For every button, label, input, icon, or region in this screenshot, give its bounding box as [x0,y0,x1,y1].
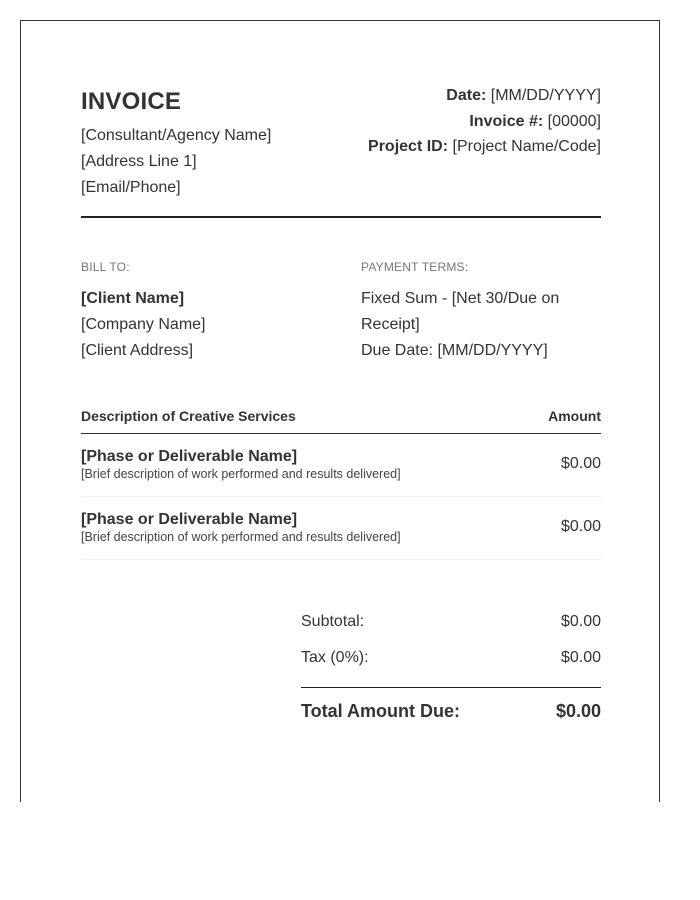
bill-to-section [81,260,341,364]
tax-row [301,645,601,681]
subtotal-value: $0.00 [560,613,601,630]
meta-invoice-number-value: [00000] [543,112,601,130]
consultant-address: [Address Line 1] [81,153,197,170]
table-row [81,497,601,560]
services-table [81,408,601,560]
invoice-page [20,20,660,802]
subtotal-row [301,609,601,645]
meta-project-id-value: [Project Name/Code] [448,138,601,155]
tax-label: Tax (0%): [301,649,369,666]
meta-project-id-label: Project ID: [368,138,449,155]
payment-terms-line-2: Receipt] [361,316,420,333]
row-amount: $0.00 [560,518,601,535]
bill-to-label: BILL TO: [81,260,130,274]
meta-invoice-number-label: Invoice #: [469,112,544,130]
deliverable-name: [Phase or Deliverable Name] [81,511,298,528]
row-amount: $0.00 [560,455,601,472]
row-description-cell [81,511,401,545]
header-divider [81,216,601,218]
totals-divider [301,687,601,688]
invoice-title: INVOICE [81,88,182,115]
deliverable-name: [Phase or Deliverable Name] [81,448,298,465]
payment-terms-details [361,286,601,364]
payment-terms-line-1: Fixed Sum - [Net 30/Due on [361,290,560,307]
consultant-name: [Consultant/Agency Name] [81,127,272,144]
row-description-cell [81,448,401,482]
deliverable-description: [Brief description of work performed and results delivered] [81,530,401,544]
invoice-meta [368,83,601,160]
client-name: [Client Name] [81,290,185,307]
payment-terms-section [361,260,601,364]
tax-value: $0.00 [560,649,601,666]
payment-terms-label: PAYMENT TERMS: [361,260,469,274]
deliverable-description: [Brief description of work performed and results delivered] [81,467,401,481]
invoice-header [81,83,601,203]
consultant-info [81,123,271,201]
services-table-header [81,408,601,434]
total-due-label: Total Amount Due: [301,701,460,721]
meta-project-id [368,134,601,160]
total-due-row [301,701,601,722]
column-header-description: Description of Creative Services [81,408,296,424]
meta-date [368,83,601,109]
meta-invoice-number [368,109,601,135]
table-row [81,434,601,497]
meta-date-value: [MM/DD/YYYY] [486,87,601,104]
total-due-value: $0.00 [555,701,601,721]
meta-date-label: Date: [446,87,487,104]
due-date: Due Date: [MM/DD/YYYY] [361,342,548,359]
subtotal-label: Subtotal: [301,613,365,630]
company-name: [Company Name] [81,316,206,333]
client-address: [Client Address] [81,342,194,359]
totals-section [301,609,601,722]
bill-to-details [81,286,341,364]
column-header-amount: Amount [548,408,601,424]
consultant-contact: [Email/Phone] [81,179,181,196]
